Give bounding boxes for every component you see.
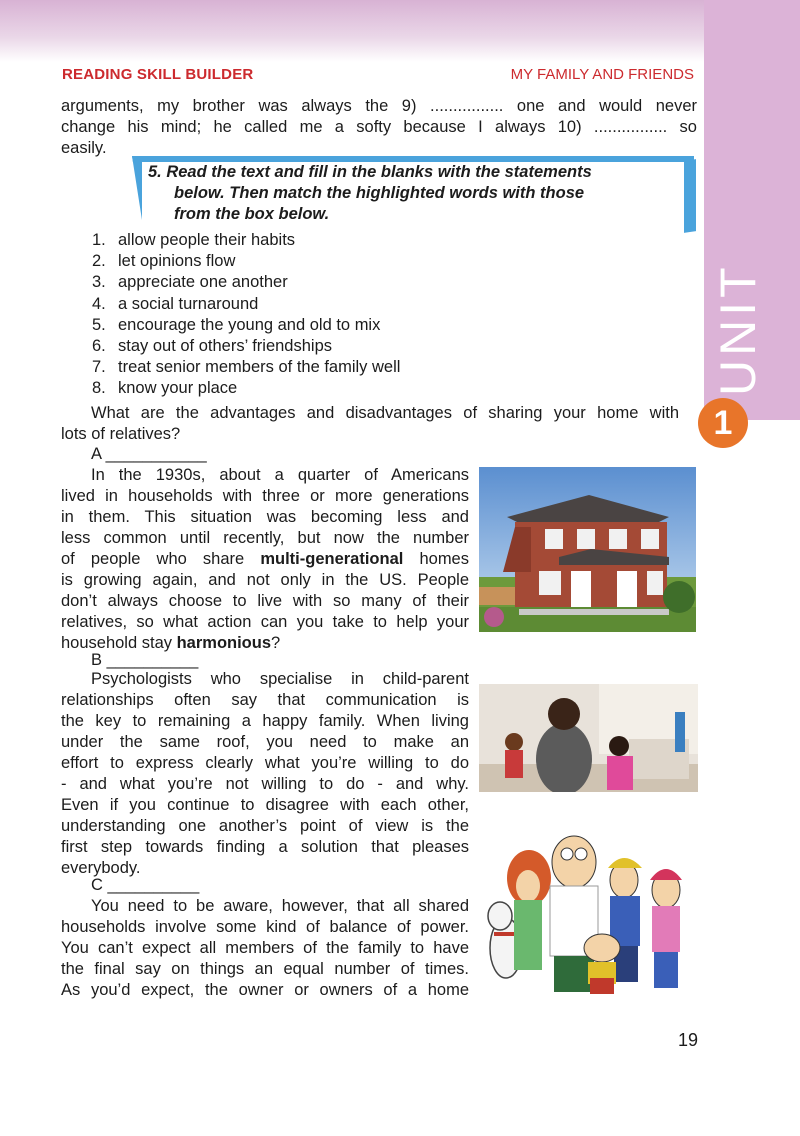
unit-number-badge: 1 [698,398,748,448]
section-header: READING SKILL BUILDER [62,66,254,83]
intro-line: easily. [61,139,107,157]
section-a-paragraph: In the 1930s, about a quarter of Americans lived in households with three or more generations in them. This situation was becoming less and less common until recently, but now the number of people who share multi-generational homes is growing again, and not only in the US. People don’t always choose to live with so many of their relatives, so what action can you take to help your household stay harmonious? [61,466,469,652]
question-paragraph [61,403,679,445]
list-item: 6. stay out of others’ friendships [92,337,333,356]
chapter-header: MY FAMILY AND FRIENDS [510,66,694,83]
task-line: below. Then match the highlighted words with those [174,184,585,202]
task-line: 5. Read the text and fill in the blanks with the statements [148,163,592,181]
cartoon-family-illustration [484,828,690,1000]
section-c-paragraph: You need to be aware, however, that all shared households involve some kind of balance of power. You can’t expect all members of the family to have the final say on things an equal number of times. As you’d expect, the owner or owners of a home [61,897,469,999]
section-b-paragraph: Psychologists who specialise in child-parent relationships often say that communication is the key to remaining a happy family. When living under the same roof, you need to make an effort to express clearly what you’re willing to do - and what you’re not willing to do - and why. Even if you continue to disagree with each other, understanding one another’s point of view is the first step towards finding a solution that pleases everybody. [61,670,469,877]
intro-paragraph [61,96,697,159]
section-a-heading: A ___________ [91,445,207,463]
list-item: 8. know your place [92,379,238,398]
family-photo [479,684,698,792]
house-photo [479,467,696,632]
list-item: 7. treat senior members of the family well [92,358,401,377]
task-instructions [148,162,696,225]
list-item: 2. let opinions flow [92,252,236,271]
highlighted-word: multi-generational [260,550,404,568]
highlighted-word: harmonious [176,634,272,652]
unit-label: UNIT [710,263,766,396]
list-item: 5. encourage the young and old to mix [92,315,381,334]
intro-line: arguments, my brother was always the 9) ................ one and would never [61,97,697,115]
task-line: from the box below. [174,205,330,223]
list-item: 3. appreciate one another [92,273,288,292]
page-number: 19 [677,1030,698,1050]
question-line: lots of relatives? [61,425,181,443]
intro-line: change his mind; he called me a softy because I always 10) ................ so [61,118,697,136]
section-c-heading: C __________ [91,876,200,894]
header-band [0,0,800,62]
section-b-heading: B __________ [91,651,199,669]
question-line: What are the advantages and disadvantages of sharing your home with [91,404,679,422]
list-item: 1. allow people their habits [92,231,296,249]
statements-list [92,230,400,400]
list-item: 4. a social turnaround [92,294,259,313]
